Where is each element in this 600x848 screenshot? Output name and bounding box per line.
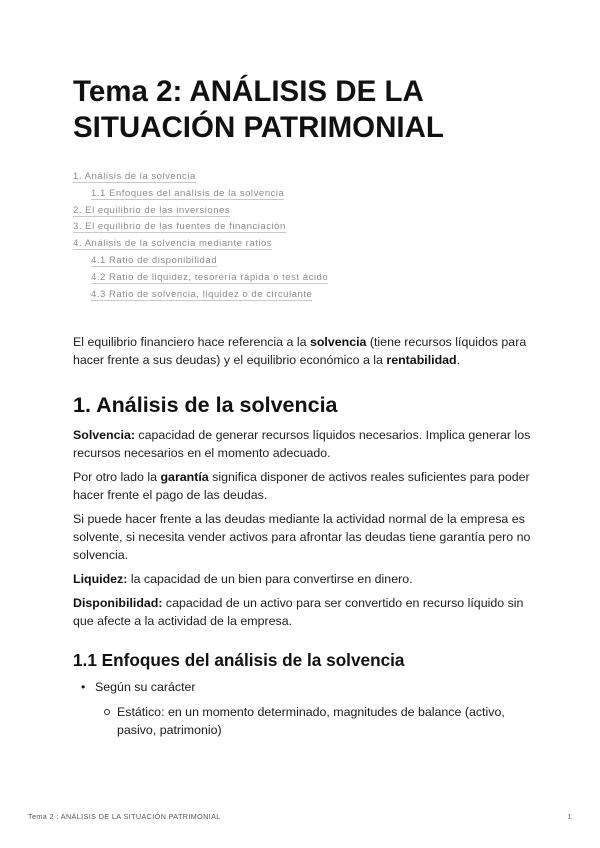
toc-item[interactable]: [73, 253, 328, 270]
intro-paragraph: [73, 333, 535, 369]
footer-title: Tema 2 : ANÁLISIS DE LA SITUACIÓN PATRIMONIAL: [28, 812, 221, 821]
toc-item[interactable]: [73, 186, 328, 203]
intro-text: .: [456, 353, 461, 367]
paragraph-solvente: Si puede hacer frente a las deudas mediante la actividad normal de la empresa es solvente, si necesita vender activos para afrontar las deudas tiene garantía pero no solvencia.: [73, 512, 531, 562]
subsection-heading: 1.1 Enfoques del análisis de la solvencia: [73, 650, 405, 670]
term-garantia: garantía: [160, 470, 209, 484]
term-disponibilidad: Disponibilidad:: [73, 596, 163, 610]
intro-text: (tiene recursos líquidos para hacer frente a sus deudas) y el equilibrio económico a la: [73, 335, 527, 367]
paragraph-text: Por otro lado la: [73, 470, 161, 484]
intro-bold-rentabilidad: rentabilidad: [386, 353, 457, 367]
definition-text: capacidad de un activo para ser convertido en recurso líquido sin que afecte a la actividad de la empresa.: [73, 596, 524, 628]
definition-text: capacidad de generar recursos líquidos necesarios. Implica generar los recursos necesarios en el momento adecuado.: [73, 428, 531, 460]
page-title: Tema 2: ANÁLISIS DE LA SITUACIÓN PATRIMONIAL: [73, 75, 444, 144]
paragraph-text: significa disponer de activos reales suficientes para poder hacer frente el pago de las deudas.: [73, 470, 530, 502]
definition-text: la capacidad de un bien para convertirse en dinero.: [127, 572, 413, 586]
paragraph-garantia: [73, 468, 535, 504]
page-number: 1: [567, 812, 572, 821]
intro-text: El equilibrio financiero hace referencia a la: [73, 335, 310, 349]
toc-link[interactable]: 4.1 Ratio de disponibilidad: [91, 254, 218, 266]
sub-list-item: Estático: en un momento determinado, magnitudes de balance (activo, pasivo, patrimonio): [117, 703, 517, 739]
table-of-contents: [73, 169, 328, 303]
toc-item[interactable]: [73, 203, 328, 220]
toc-link[interactable]: 2. El equilibrio de las inversiones: [73, 204, 231, 216]
toc-link[interactable]: 4.2 Ratio de liquidez, tesorería rápida o test ácido: [91, 271, 329, 283]
toc-link[interactable]: 3. El equilibrio de las fuentes de financiación: [73, 221, 286, 233]
toc-item[interactable]: [73, 236, 328, 253]
paragraph-solvencia: [73, 426, 535, 462]
term-solvencia: Solvencia:: [73, 428, 135, 442]
paragraph-disponibilidad: [73, 594, 535, 630]
toc-link[interactable]: 4.3 Ratio de solvencia, liquidez o de circulante: [91, 288, 313, 300]
list-item: • Según su carácter: [95, 678, 196, 696]
toc-item[interactable]: [73, 270, 328, 287]
term-liquidez: Liquidez:: [73, 572, 128, 586]
paragraph-liquidez: [73, 570, 535, 588]
intro-bold-solvencia: solvencia: [309, 335, 367, 349]
toc-link[interactable]: 1.1 Enfoques del análisis de la solvencia: [91, 187, 285, 199]
toc-item[interactable]: [73, 287, 328, 304]
toc-item[interactable]: [73, 169, 328, 186]
toc-link[interactable]: 4. Análisis de la solvencia mediante ratios: [73, 238, 273, 250]
page-footer: [28, 812, 572, 821]
toc-item[interactable]: [73, 219, 328, 236]
section-heading: 1. Análisis de la solvencia: [73, 393, 338, 417]
toc-link[interactable]: 1. Análisis de la solvencia: [73, 171, 196, 182]
